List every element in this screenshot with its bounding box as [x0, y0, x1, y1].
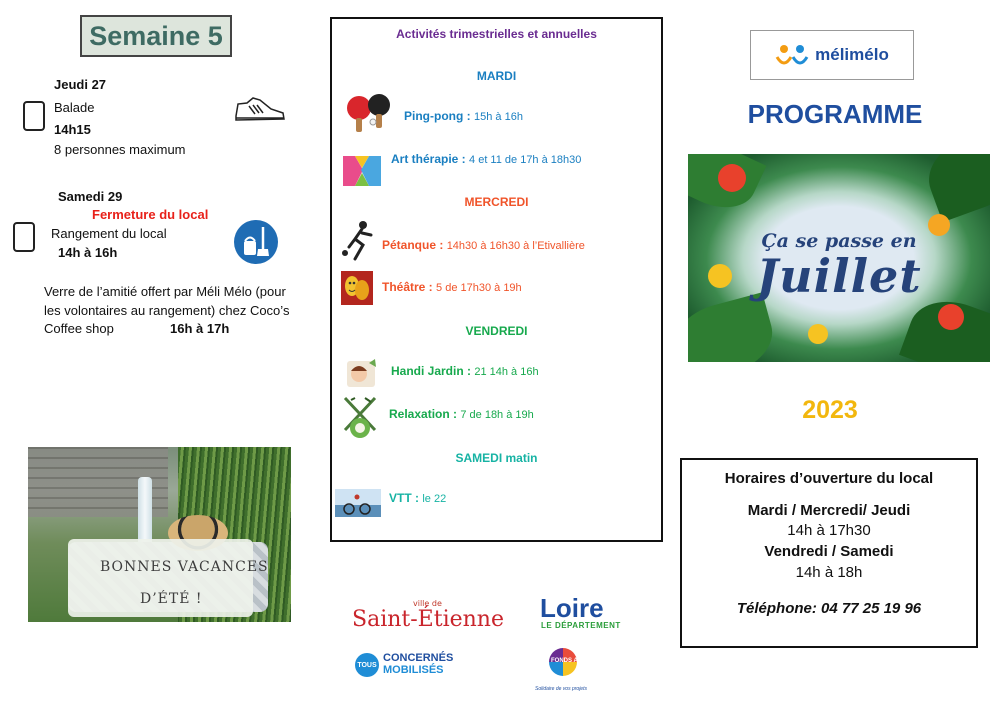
jeudi-activity: Balade	[54, 100, 95, 115]
banner-line2: Juillet	[756, 249, 922, 303]
week-title: Semaine 5	[80, 15, 232, 57]
pingpong-details: 15h à 16h	[474, 111, 523, 123]
hours-phone[interactable]: Téléphone: 04 77 25 19 96	[736, 600, 922, 617]
fonds-acef-text: FONDS ACEF	[551, 658, 590, 664]
samedi-time: 14h à 16h	[58, 245, 118, 260]
fonds-acef-logo	[545, 648, 590, 684]
petanque-name: Pétanque :	[382, 238, 444, 252]
saint-etienne-logo: Saint-Étienne	[352, 607, 504, 632]
programme-title: PROGRAMME	[747, 99, 923, 129]
drink-time: 16h à 17h	[170, 321, 230, 336]
cleaning-icon	[233, 219, 279, 265]
activity-vtt	[389, 491, 446, 505]
jeudi-date: Jeudi 27	[54, 77, 107, 92]
samedi-checkbox[interactable]	[13, 222, 35, 252]
opening-hours-box	[680, 458, 978, 648]
tous-badge: TOUS	[355, 653, 379, 677]
banner-line1: Ça se passe en	[761, 230, 917, 252]
hours-title: Horaires d’ouverture du local	[724, 470, 934, 487]
theatre-name: Théâtre :	[382, 280, 433, 294]
banner-flower	[718, 164, 746, 192]
day-mardi: MARDI	[476, 69, 517, 83]
petanque-details: 14h30 à 16h30 à l’Etivallière	[446, 240, 585, 252]
jardin-name: Handi Jardin :	[391, 364, 472, 378]
hours-days2: Vendredi / Samedi	[764, 543, 894, 560]
drink-line1: Verre de l’amitié offert par Méli Mélo (pour	[44, 284, 286, 299]
samedi-label: SAMEDI	[455, 451, 503, 465]
samedi-activity: Rangement du local	[51, 226, 167, 241]
banner-leaf	[919, 154, 990, 222]
day-vendredi: VENDREDI	[465, 324, 528, 338]
gardening-icon	[343, 357, 379, 389]
melimelo-logo	[750, 30, 914, 80]
activity-relax	[389, 407, 534, 421]
vacances-line1: BONNES VACANCES	[100, 559, 269, 575]
concernes-logo: CONCERNÉS	[383, 652, 454, 664]
petanque-icon	[341, 219, 375, 261]
activity-theatre	[382, 280, 522, 294]
mountain-bike-icon	[335, 489, 381, 517]
fonds-acef-sub: Solidaire de vos projets	[535, 686, 587, 692]
hours-time1: 14h à 17h30	[787, 522, 871, 539]
relax-details: 7 de 18h à 19h	[460, 409, 534, 421]
juillet-banner	[688, 154, 990, 362]
vtt-name: VTT :	[389, 491, 419, 505]
mobilises-logo: MOBILISÉS	[383, 664, 444, 676]
samedi-date: Samedi 29	[58, 189, 123, 204]
melimelo-brand: mélimélo	[815, 45, 889, 64]
hours-days1: Mardi / Mercredi/ Jeudi	[747, 502, 911, 519]
drink-line3: Coffee shop	[44, 321, 114, 336]
activities-title: Activités trimestrielles et annuelles	[396, 27, 597, 41]
day-samedi	[332, 451, 661, 465]
jeudi-checkbox[interactable]	[23, 101, 45, 131]
jeudi-time: 14h15	[54, 122, 91, 137]
art-name: Art thérapie :	[391, 152, 466, 166]
samedi-matin: matin	[505, 451, 538, 465]
drink-line2: les volontaires au rangement) chez Coco’s	[44, 303, 290, 318]
relax-name: Relaxation :	[389, 407, 458, 421]
sneaker-icon	[233, 94, 287, 124]
activities-box	[330, 17, 663, 542]
loire-logo: Loire	[540, 593, 604, 623]
samedi-closure: Fermeture du local	[92, 207, 209, 222]
loire-departement: LE DÉPARTEMENT	[541, 621, 621, 630]
theatre-details: 5 de 17h30 à 19h	[436, 282, 522, 294]
theatre-masks-icon	[341, 271, 373, 305]
jeudi-note: 8 personnes maximum	[54, 142, 186, 157]
relaxation-icon	[341, 396, 379, 440]
vacances-photo	[28, 447, 291, 622]
jardin-details: 21 14h à 16h	[474, 366, 539, 378]
art-details: 4 et 11 de 17h à 18h30	[469, 154, 582, 166]
activity-jardin	[391, 364, 539, 378]
activity-petanque	[382, 238, 585, 252]
hours-time2: 14h à 18h	[795, 564, 863, 581]
melimelo-mark-icon	[775, 43, 809, 67]
ville-de: ville de	[413, 599, 442, 608]
year: 2023	[802, 396, 858, 424]
ping-pong-icon	[343, 92, 395, 134]
art-therapy-icon	[341, 154, 383, 188]
vtt-details: le 22	[422, 493, 447, 505]
activity-pingpong	[404, 109, 523, 123]
banner-flower	[808, 324, 828, 344]
activity-art	[391, 152, 581, 166]
pingpong-name: Ping-pong :	[404, 109, 471, 123]
day-mercredi: MERCREDI	[464, 195, 529, 209]
vacances-line2: D’ÉTÉ !	[140, 591, 203, 607]
banner-flower	[938, 304, 964, 330]
